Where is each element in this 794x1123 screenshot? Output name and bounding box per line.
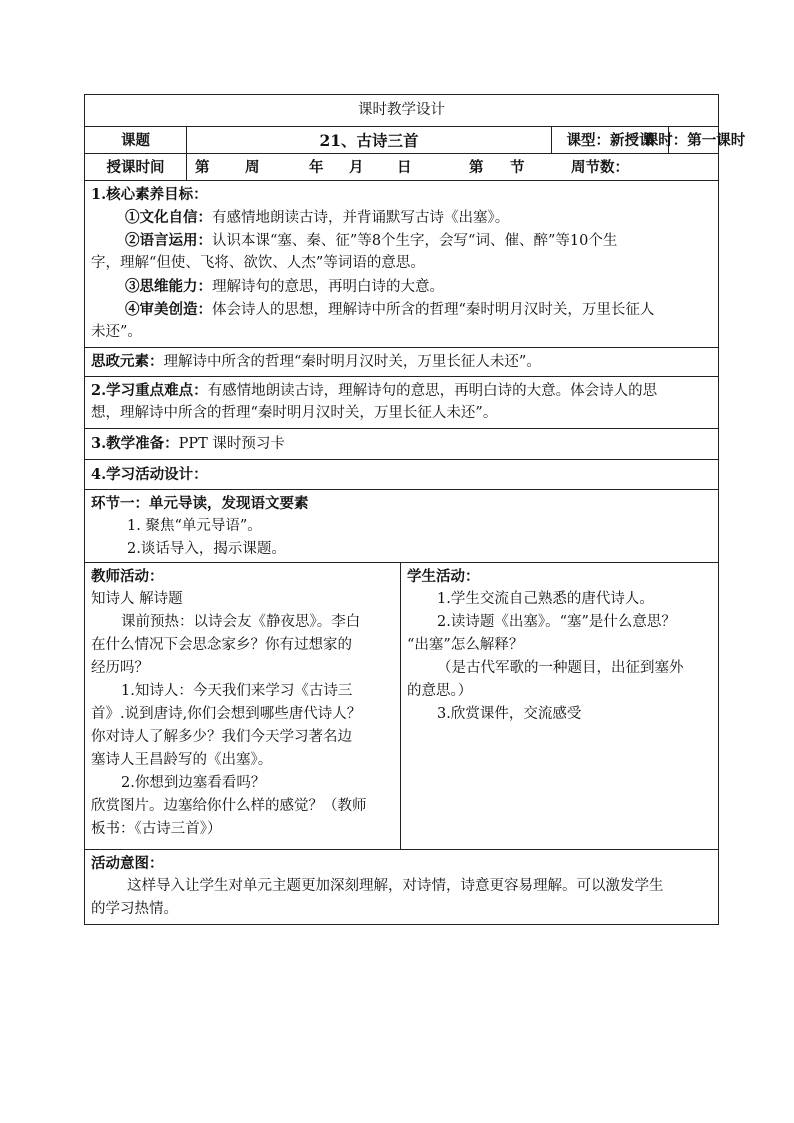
preparation-line — [91, 432, 712, 456]
key-points-line — [91, 379, 712, 403]
preparation-row — [84, 428, 719, 459]
month-field: 月 — [349, 159, 364, 176]
ideology-line — [91, 350, 712, 374]
student-line-text: （是古代军歌的一种题目，出征到塞外 — [437, 660, 684, 676]
week-prefix: 第 — [195, 159, 210, 176]
teacher-line-text: 塞诗人王昌龄写的《出塞》。 — [91, 752, 273, 768]
activity-design-row — [84, 459, 719, 489]
topic-value: 21、古诗三首 — [319, 130, 419, 150]
week-suffix: 周 — [245, 159, 260, 176]
table-header — [84, 94, 719, 126]
teacher-line-text: 在什么情况下会思念家乡？你有过想家的 — [91, 637, 352, 653]
goal-text: 未还”。 — [91, 324, 142, 340]
activity-design-label: 4.学习活动设计： — [91, 466, 208, 483]
goals-section — [84, 180, 719, 347]
segment-item — [91, 538, 712, 561]
segment-item — [91, 515, 712, 538]
student-line — [407, 588, 714, 611]
ideology-label: 思政元素： — [91, 353, 164, 370]
intent-text: 的学习热情。 — [91, 901, 178, 917]
teacher-line-text: 课前预热：以诗会友《静夜思》。李白 — [121, 614, 361, 630]
student-line — [407, 634, 714, 657]
student-activity-cell — [400, 563, 720, 849]
teacher-heading — [91, 565, 394, 589]
segment-item-text: 2.谈话导入，揭示课题。 — [127, 541, 286, 557]
goal-item — [91, 298, 712, 322]
key-points-line — [91, 402, 712, 425]
teacher-line — [91, 588, 394, 611]
student-heading — [407, 565, 714, 589]
student-line-text: 1.学生交流自己熟悉的唐代诗人。 — [437, 591, 654, 607]
student-line-text: 2.读诗题《出塞》。“塞”是什么意思？ — [437, 614, 676, 630]
goal-item-continued — [91, 321, 712, 344]
day-field: 日 — [397, 159, 412, 176]
key-points-text: 想，理解诗中所含的哲理“秦时明月汉时关，万里长征人未还”。 — [91, 405, 498, 421]
goals-heading — [91, 183, 712, 207]
teacher-line — [91, 795, 394, 818]
student-line-text: “出塞”怎么解释？ — [407, 637, 524, 653]
teacher-line — [91, 818, 394, 841]
goal-item — [91, 229, 712, 253]
teacher-line-text: 你对诗人了解多少？我们今天学习著名边 — [91, 729, 352, 745]
student-line — [407, 657, 714, 680]
teacher-line-text: 板书：《古诗三首》） — [91, 821, 222, 837]
lesson-type: 课型：新授课 — [566, 131, 654, 149]
preparation-text: PPT 课时预习卡 — [178, 436, 285, 452]
teacher-line-text: 经历吗？ — [91, 660, 149, 676]
lesson-period: 课时：第一课时 — [643, 131, 746, 149]
topic-value-cell — [186, 127, 551, 153]
teacher-line — [91, 611, 394, 634]
teacher-line-text: 1.知诗人：今天我们来学习《古诗三 — [121, 683, 353, 699]
goal-text: 体会诗人的思想，理解诗中所含的哲理“秦时明月汉时关，万里长征人 — [212, 302, 655, 318]
student-line — [407, 703, 714, 726]
intent-heading-text: 活动意图： — [91, 855, 164, 872]
segment-title — [91, 492, 712, 516]
year-field: 年 — [309, 159, 324, 176]
intent-text: 这样导入让学生对单元主题更加深刻理解，对诗情，诗意更容易理解。可以激发学生 — [127, 878, 664, 894]
goal-label: ①文化自信： — [125, 209, 212, 226]
key-points-label: 2.学习重点难点： — [91, 382, 208, 399]
topic-label-cell — [85, 127, 186, 153]
intent-row — [84, 849, 719, 925]
goal-text: 有感情地朗读古诗，并背诵默写古诗《出塞》。 — [212, 210, 510, 226]
ideology-text: 理解诗中所含的哲理“秦时明月汉时关，万里长征人未还”。 — [163, 354, 541, 370]
teacher-line-text: 知诗人 解诗题 — [91, 591, 183, 607]
section-prefix: 第 — [469, 159, 484, 176]
teacher-heading-text: 教师活动： — [91, 568, 164, 585]
segment-row — [84, 489, 719, 562]
teacher-line-text: 首》.说到唐诗,你们会想到哪些唐代诗人？ — [91, 706, 362, 722]
key-points-text: 有感情地朗读古诗，理解诗句的意思，再明白诗的大意。体会诗人的思 — [207, 383, 658, 399]
activity-design-line — [91, 463, 712, 487]
student-heading-text: 学生活动： — [407, 568, 480, 585]
teacher-line — [91, 749, 394, 772]
goal-label: ④审美创造： — [125, 301, 212, 318]
segment-item-text: 1. 聚焦“单元导语”。 — [127, 518, 262, 534]
student-line — [407, 611, 714, 634]
goal-text: 理解诗句的意思，再明白诗的大意。 — [212, 279, 444, 295]
intent-line — [91, 875, 712, 898]
goal-label: ②语言运用： — [125, 232, 212, 249]
teacher-line-text: 2.你想到边塞看看吗？ — [121, 775, 266, 791]
teacher-line-text: 欣赏图片。边塞给你什么样的感觉？（教师 — [91, 798, 367, 814]
time-label-cell — [85, 154, 186, 180]
weekly-count: 周节数： — [571, 159, 629, 176]
preparation-label: 3.教学准备： — [91, 435, 179, 452]
table-title: 课时教学设计 — [358, 102, 445, 118]
teacher-line — [91, 657, 394, 680]
time-row — [84, 153, 719, 180]
goals-heading-text: 1.核心素养目标： — [91, 186, 208, 203]
time-label: 授课时间 — [106, 158, 165, 176]
goal-item — [91, 275, 712, 299]
period-cell — [643, 127, 746, 153]
goal-text: 认识本课“塞、秦、征”等8个生字，会写“词、催、醉”等10个生 — [212, 233, 618, 249]
teacher-activity-cell — [85, 563, 400, 849]
student-line-text: 的意思。） — [407, 683, 473, 699]
student-line — [407, 680, 714, 703]
topic-row — [84, 126, 746, 153]
intent-heading — [91, 852, 712, 876]
teacher-line — [91, 726, 394, 749]
student-line-text: 3.欣赏课件，交流感受 — [437, 706, 582, 722]
segment-title-text: 环节一：单元导读，发现语文要素 — [91, 495, 309, 512]
goal-item-continued — [91, 252, 712, 275]
topic-label: 课题 — [121, 131, 150, 149]
lesson-plan-table — [84, 94, 746, 925]
section-suffix: 节 — [510, 159, 525, 176]
teacher-line — [91, 772, 394, 795]
key-points-row — [84, 376, 719, 428]
teacher-line — [91, 703, 394, 726]
intent-line — [91, 898, 712, 921]
ideology-row — [84, 347, 719, 376]
goal-label: ③思维能力： — [125, 278, 212, 295]
teacher-line — [91, 680, 394, 703]
teacher-line — [91, 634, 394, 657]
goal-text: 字，理解“但使、飞将、欲饮、人杰”等词语的意思。 — [91, 255, 425, 271]
activities-row — [84, 562, 719, 849]
goal-item — [91, 206, 712, 230]
time-fields-cell — [186, 154, 720, 180]
